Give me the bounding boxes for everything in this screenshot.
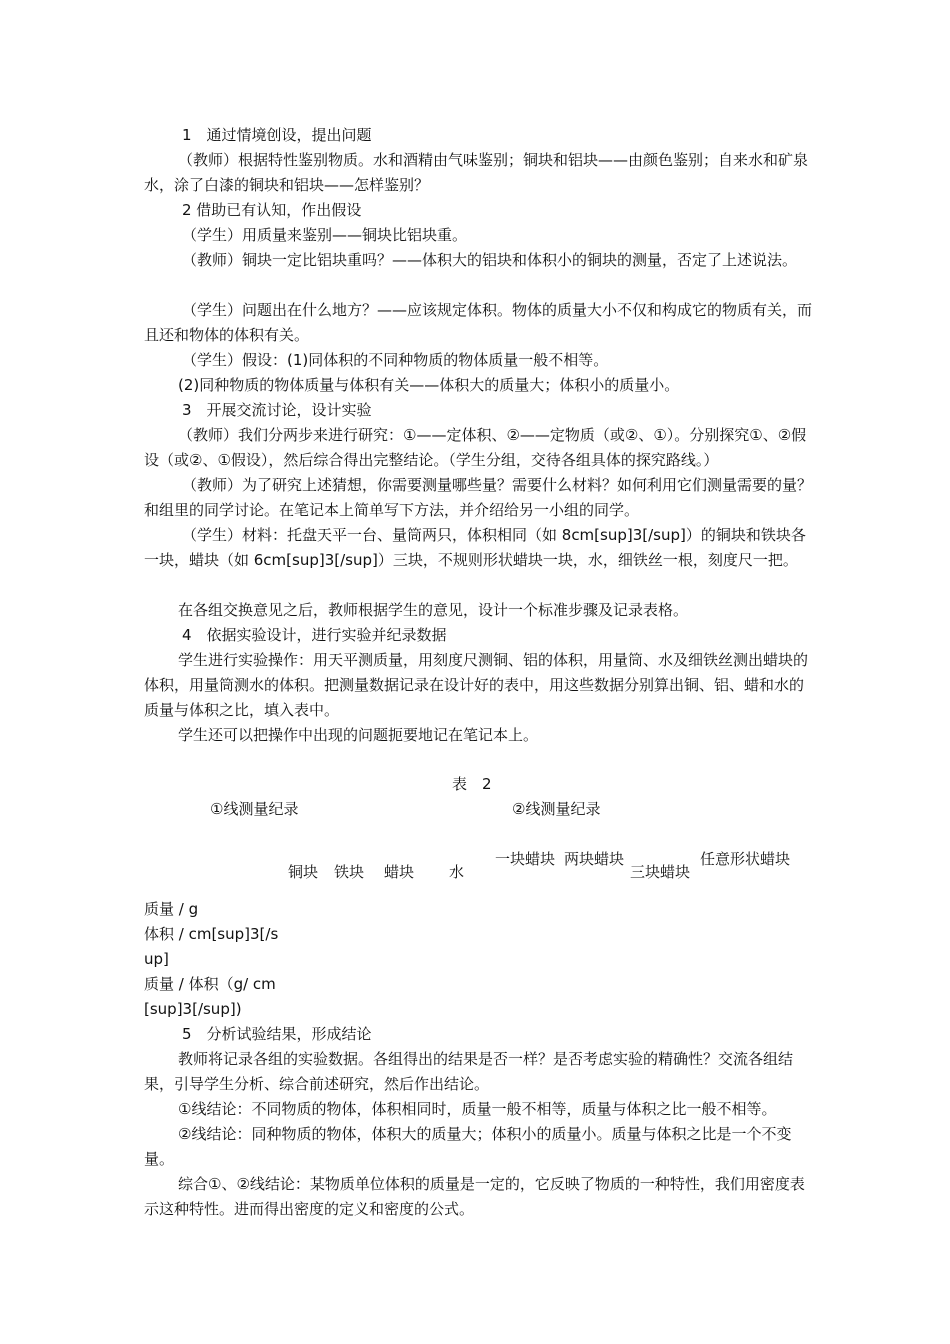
table-column-header: 水 (449, 863, 465, 881)
table-column-header: 蜡块 (384, 863, 415, 881)
table-row-label: 质量 / 体积（g/ cm[sup]3[/sup]) (144, 975, 276, 1018)
paragraph: 学生还可以把操作中出现的问题扼要地记在笔记本上。 (178, 726, 539, 744)
paragraph: 教师将记录各组的实验数据。各组得出的结果是否一样？是否考虑实验的精确性？交流各组结果，引导学生分析、综合前述研究，然后作出结论。 (144, 1050, 794, 1093)
paragraph: （教师）我们分两步来进行研究：①——定体积、②——定物质（或②、①）。分别探究①、②假设（或②、①假设），然后综合得出完整结论。（学生分组，交待各组具体的探究路线。） (144, 426, 807, 469)
table-group-header-2: ②线测量纪录 (512, 800, 601, 818)
paragraph: （学生）材料：托盘天平一台、量筒两只，体积相同（如 8cm[sup]3[/sup]）的铜块和铁块各一块，蜡块（如 6cm[sup]3[/sup]）三块，不规则形状蜡块一块，水，细铁丝一根，刻度尺一把。 (144, 526, 806, 569)
table-row-label: 体积 / cm[sup]3[/sup] (144, 925, 279, 968)
paragraph: (2)同种物质的物体质量与体积有关——体积大的质量大；体积小的质量小。 (178, 376, 680, 394)
table-title: 表 2 (452, 775, 492, 793)
section-heading-4: 4 依据实验设计，进行实验并纪录数据 (182, 626, 447, 644)
paragraph: ①线结论：不同物质的物体，体积相同时，质量一般不相等，质量与体积之比一般不相等。 (178, 1100, 777, 1118)
table-column-header: 三块蜡块 (630, 863, 691, 881)
table-column-header: 任意形状蜡块 (700, 850, 791, 868)
table-column-header: 两块蜡块 (564, 850, 625, 868)
section-heading-3: 3 开展交流讨论，设计实验 (182, 401, 372, 419)
paragraph: （教师）铜块一定比铝块重吗？——体积大的铝块和体积小的铜块的测量，否定了上述说法。 (182, 251, 798, 269)
paragraph: （学生）假设：(1)同体积的不同种物质的物体质量一般不相等。 (182, 351, 609, 369)
paragraph: （教师）根据特性鉴别物质。水和酒精由气味鉴别；铜块和铝块——由颜色鉴别；自来水和矿泉水，涂了白漆的铜块和铝块——怎样鉴别？ (144, 151, 809, 194)
paragraph: ②线结论：同种物质的物体，体积大的质量大；体积小的质量小。质量与体积之比是一个不变量。 (144, 1125, 792, 1168)
table-group-header-1: ①线测量纪录 (210, 800, 299, 818)
section-heading-2: 2 借助已有认知，作出假设 (182, 201, 362, 219)
paragraph: 在各组交换意见之后，教师根据学生的意见，设计一个标准步骤及记录表格。 (178, 601, 689, 619)
paragraph: （学生）问题出在什么地方？——应该规定体积。物体的质量大小不仅和构成它的物质有关，而且还和物体的体积有关。 (144, 301, 813, 344)
paragraph: （教师）为了研究上述猜想，你需要测量哪些量？需要什么材料？如何利用它们测量需要的量？和组里的同学讨论。在笔记本上简单写下方法，并介绍给另一小组的同学。 (144, 476, 813, 519)
table-column-header: 铁块 (334, 863, 365, 881)
table-column-header: 一块蜡块 (495, 850, 556, 868)
paragraph: （学生）用质量来鉴别——铜块比铝块重。 (182, 226, 468, 244)
paragraph: 学生进行实验操作：用天平测质量，用刻度尺测铜、铝的体积，用量筒、水及细铁丝测出蜡块的体积，用量筒测水的体积。把测量数据记录在设计好的表中，用这些数据分别算出铜、铝、蜡和水的质量与体积之比，填入表中。 (144, 651, 809, 719)
table-row-label: 质量 / g (144, 900, 199, 918)
paragraph: 综合①、②线结论：某物质单位体积的质量是一定的，它反映了物质的一种特性，我们用密度表示这种特性。进而得出密度的定义和密度的公式。 (144, 1175, 805, 1218)
section-heading-5: 5 分析试验结果，形成结论 (182, 1025, 372, 1043)
table-column-header: 铜块 (288, 863, 319, 881)
section-heading-1: 1 通过情境创设，提出问题 (182, 126, 372, 144)
